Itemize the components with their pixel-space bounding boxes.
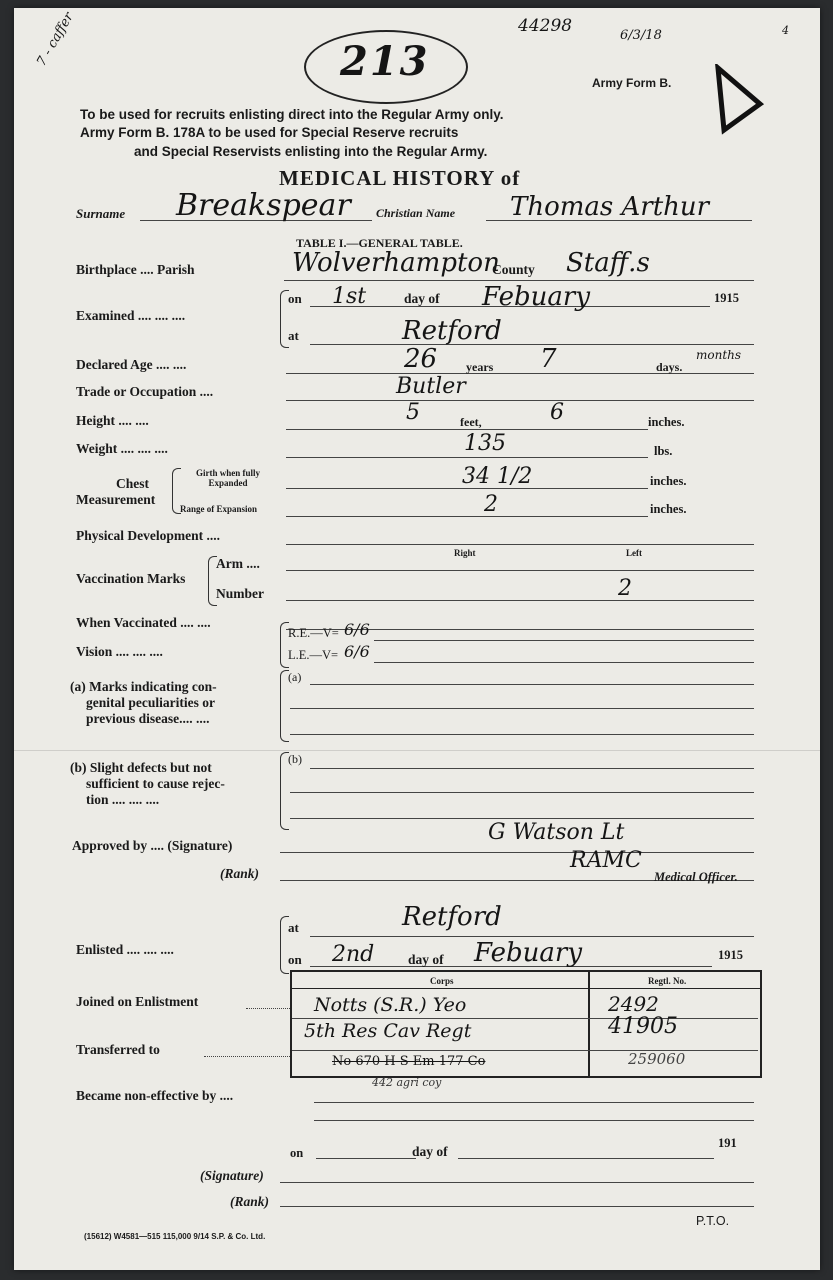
years-label: years	[466, 360, 494, 374]
approved-label: Approved by .... (Signature)	[72, 838, 233, 853]
days-label: days.	[656, 360, 683, 374]
top-reference-number: 44298	[518, 16, 573, 36]
girth-label: Girth when fully Expanded	[195, 468, 260, 488]
weight-unit: lbs.	[654, 444, 673, 458]
vaccination-left-number: 2	[618, 576, 632, 601]
enlisted-year: 1915	[718, 948, 743, 962]
when-vaccinated-label: When Vaccinated .... ....	[76, 615, 211, 630]
corps-row-2: 5th Res Cav Regt	[304, 1020, 472, 1042]
county-label: County	[492, 262, 535, 277]
height-label: Height .... ....	[76, 413, 149, 428]
regtl-row-1: 2492	[608, 992, 659, 1016]
instructions-line-2: Army Form B. 178A to be used for Special Reserve recruits	[80, 125, 459, 140]
number-label: Number	[216, 586, 264, 601]
approved-rank: RAMC	[570, 848, 642, 873]
corner-mark: 4	[782, 24, 789, 37]
examined-day: 1st	[332, 284, 367, 309]
defects-label-1: (b) Slight defects but not	[70, 760, 212, 775]
defects-tag: (b)	[288, 752, 302, 766]
enlisted-day: 2nd	[332, 942, 375, 967]
vaccination-label: Vaccination Marks	[76, 571, 186, 586]
enlisted-day-of-label: day of	[408, 952, 444, 967]
table-heading: TABLE I.—GENERAL TABLE.	[296, 236, 463, 250]
surname-label: Surname	[76, 206, 126, 221]
feet-label: feet,	[460, 415, 482, 429]
non-effective-on-label: on	[290, 1146, 304, 1160]
examined-year: 1915	[714, 291, 739, 305]
weight-value: 135	[464, 431, 506, 456]
surname-value: Breakspear	[176, 188, 351, 223]
vision-label: Vision .... .... ....	[76, 644, 163, 659]
enlisted-label: Enlisted .... .... ....	[76, 942, 174, 957]
regtl-row-2: 41905	[608, 1014, 678, 1039]
declared-age-label: Declared Age .... ....	[76, 357, 187, 372]
girth-unit: inches.	[650, 474, 687, 488]
arrow-mark-icon	[714, 64, 764, 136]
examined-at-value: Retford	[402, 316, 502, 346]
county-value: Staff.s	[566, 248, 650, 278]
pto-label: P.T.O.	[696, 1214, 730, 1228]
birthplace-label: Birthplace .... Parish	[76, 262, 195, 277]
instructions-line-3: and Special Reservists enlisting into the Regular Army.	[134, 144, 488, 159]
approved-rank-label: (Rank)	[220, 866, 260, 881]
range-unit: inches.	[650, 502, 687, 516]
approved-signature: G Watson Lt	[488, 820, 625, 845]
corner-note: 7 - caffer	[34, 10, 77, 69]
non-effective-year: 191	[718, 1136, 737, 1150]
medical-officer-label: Medical Officer.	[654, 870, 738, 884]
form-title: MEDICAL HISTORY of	[279, 166, 521, 190]
fold-crease	[14, 750, 820, 751]
form-page	[14, 8, 820, 1270]
regtl-row-3: 259060	[628, 1050, 686, 1068]
enlisted-at-value: Retford	[402, 902, 502, 932]
trade-label: Trade or Occupation ....	[76, 384, 214, 399]
non-effective-day-of-label: day of	[412, 1144, 448, 1159]
enlisted-at-label: at	[288, 920, 299, 935]
height-feet: 5	[406, 400, 420, 425]
instructions-line-1: To be used for recruits enlisting direct into the Regular Army only.	[80, 107, 504, 122]
corps-row-1: Notts (S.R.) Yeo	[314, 994, 467, 1016]
marks-label-3: previous disease.... ....	[86, 711, 210, 726]
measurement-label: Measurement	[76, 492, 156, 507]
examined-at-label: at	[288, 328, 299, 343]
birthplace-parish-value: Wolverhampton	[292, 248, 500, 278]
examined-label: Examined .... .... ....	[76, 308, 186, 323]
non-effective-signature-label: (Signature)	[200, 1168, 264, 1183]
stamp-number: 213	[340, 38, 430, 85]
physical-label: Physical Development ....	[76, 528, 220, 543]
examined-month: Febuary	[482, 282, 591, 312]
enlisted-on-label: on	[288, 952, 302, 967]
declared-age-months: 7	[540, 344, 557, 374]
corps-header: Corps	[430, 976, 454, 986]
printer-line: (15612) W4581—515 115,000 9/14 S.P. & Co. Ltd.	[84, 1232, 266, 1241]
transferred-label: Transferred to	[76, 1042, 160, 1057]
marks-tag: (a)	[288, 670, 302, 684]
joined-label: Joined on Enlistment	[76, 994, 199, 1009]
le-value: 6/6	[344, 642, 370, 661]
top-date: 6/3/18	[620, 28, 662, 43]
regtl-header: Regtl. No.	[648, 976, 687, 986]
defects-label-3: tion .... .... ....	[86, 792, 160, 807]
chest-label: Chest	[116, 476, 149, 491]
height-inches: 6	[550, 400, 564, 425]
non-effective-label: Became non-effective by ....	[76, 1088, 234, 1103]
examined-on-label: on	[288, 291, 302, 306]
left-label: Left	[626, 548, 642, 558]
declared-age-years: 26	[404, 344, 438, 374]
range-value: 2	[484, 492, 498, 517]
corps-note: 442 agri coy	[372, 1076, 442, 1089]
girth-value: 34 1/2	[462, 464, 533, 489]
marks-label-2: genital peculiarities or	[86, 695, 215, 710]
re-value: 6/6	[344, 620, 370, 639]
right-label: Right	[454, 548, 476, 558]
form-id: Army Form B.	[592, 76, 672, 90]
months-note: months	[696, 348, 742, 362]
re-label: R.E.—V=	[288, 626, 339, 640]
range-label: Range of Expansion	[180, 504, 258, 514]
examined-day-of-label: day of	[404, 291, 440, 306]
trade-value: Butler	[396, 374, 466, 399]
corps-row-3: No 670 H S Em 177 Co	[332, 1054, 486, 1069]
arm-label: Arm ....	[216, 556, 260, 571]
non-effective-rank-label: (Rank)	[230, 1194, 270, 1209]
marks-label-1: (a) Marks indicating con-	[70, 679, 217, 694]
inches-label: inches.	[648, 415, 685, 429]
enlisted-month: Febuary	[474, 938, 583, 968]
defects-label-2: sufficient to cause rejec-	[86, 776, 225, 791]
le-label: L.E.—V=	[288, 648, 339, 662]
christian-name-label: Christian Name	[376, 206, 456, 220]
weight-label: Weight .... .... ....	[76, 441, 168, 456]
christian-name-value: Thomas Arthur	[510, 192, 710, 222]
